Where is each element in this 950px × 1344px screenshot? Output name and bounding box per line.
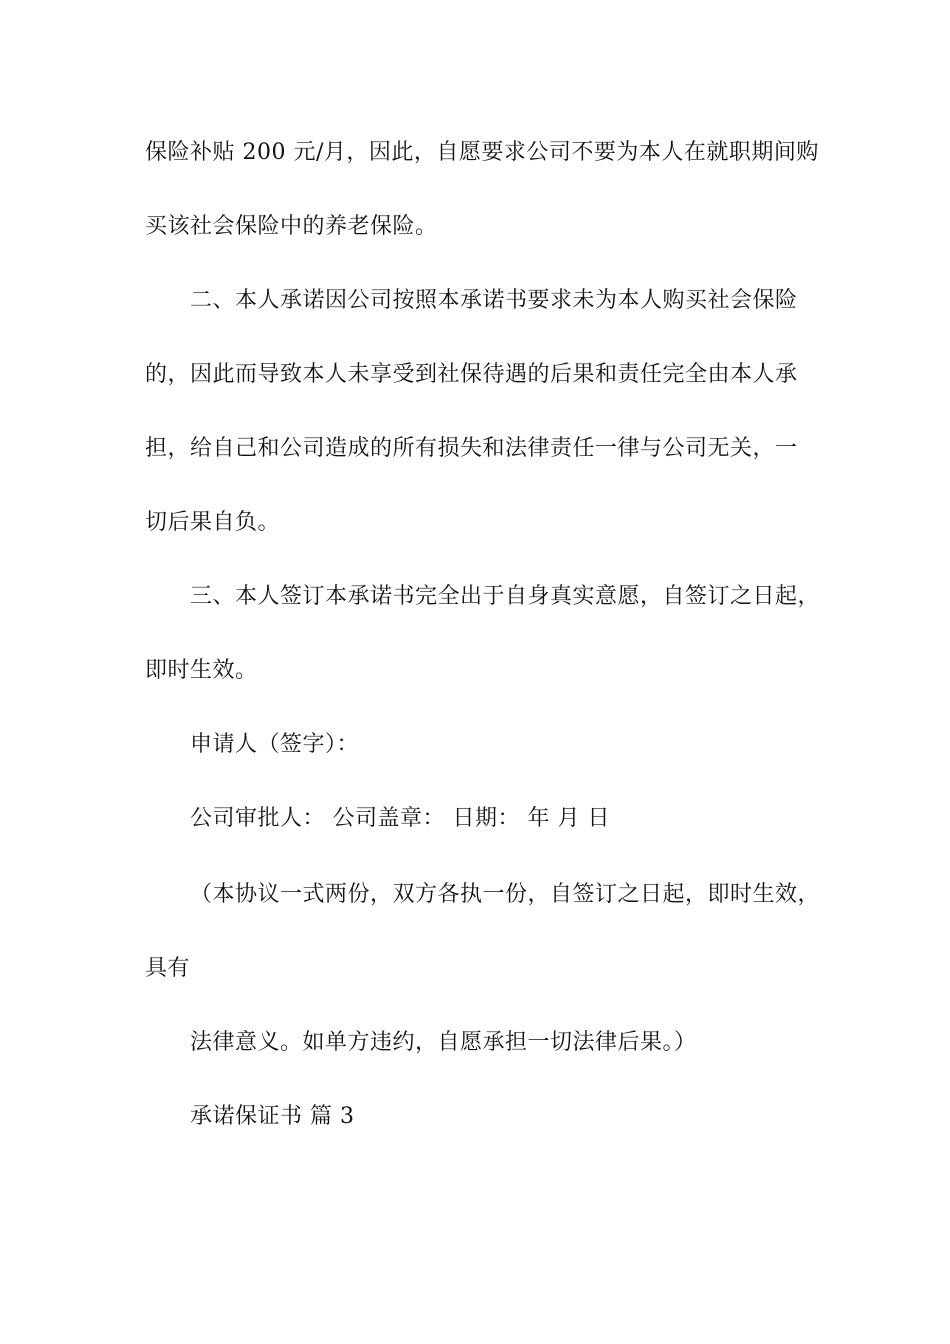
text-line: 即时生效。	[145, 658, 258, 683]
text-line: 切后果自负。	[145, 510, 281, 535]
text-line: 担，给自己和公司造成的所有损失和法律责任一律与公司无关，一	[145, 436, 798, 461]
clause-two: 二、本人承诺因公司按照本承诺书要求未为本人购买社会保险	[190, 288, 798, 313]
note-line-continued: 法律意义。如单方违约，自愿承担一切法律后果。）	[190, 1030, 697, 1055]
text-line: 的，因此而导致本人未享受到社保待遇的后果和责任完全由本人承	[145, 362, 798, 387]
note-line: （本协议一式两份，双方各执一份，自签订之日起，即时生效，	[190, 882, 821, 907]
section-heading: 承诺保证书 篇 3	[190, 1104, 355, 1129]
text-line: 具有	[145, 956, 191, 981]
approval-line: 公司审批人： 公司盖章： 日期： 年 月 日	[190, 806, 610, 831]
clause-three: 三、本人签订本承诺书完全出于自身真实意愿，自签订之日起，	[190, 584, 821, 609]
text-line: 买该社会保险中的养老保险。	[145, 214, 438, 239]
text-line: 保险补贴 200 元/月，因此，自愿要求公司不要为本人在就职期间购	[145, 140, 819, 165]
applicant-signature-label: 申请人（签字）：	[190, 732, 360, 757]
